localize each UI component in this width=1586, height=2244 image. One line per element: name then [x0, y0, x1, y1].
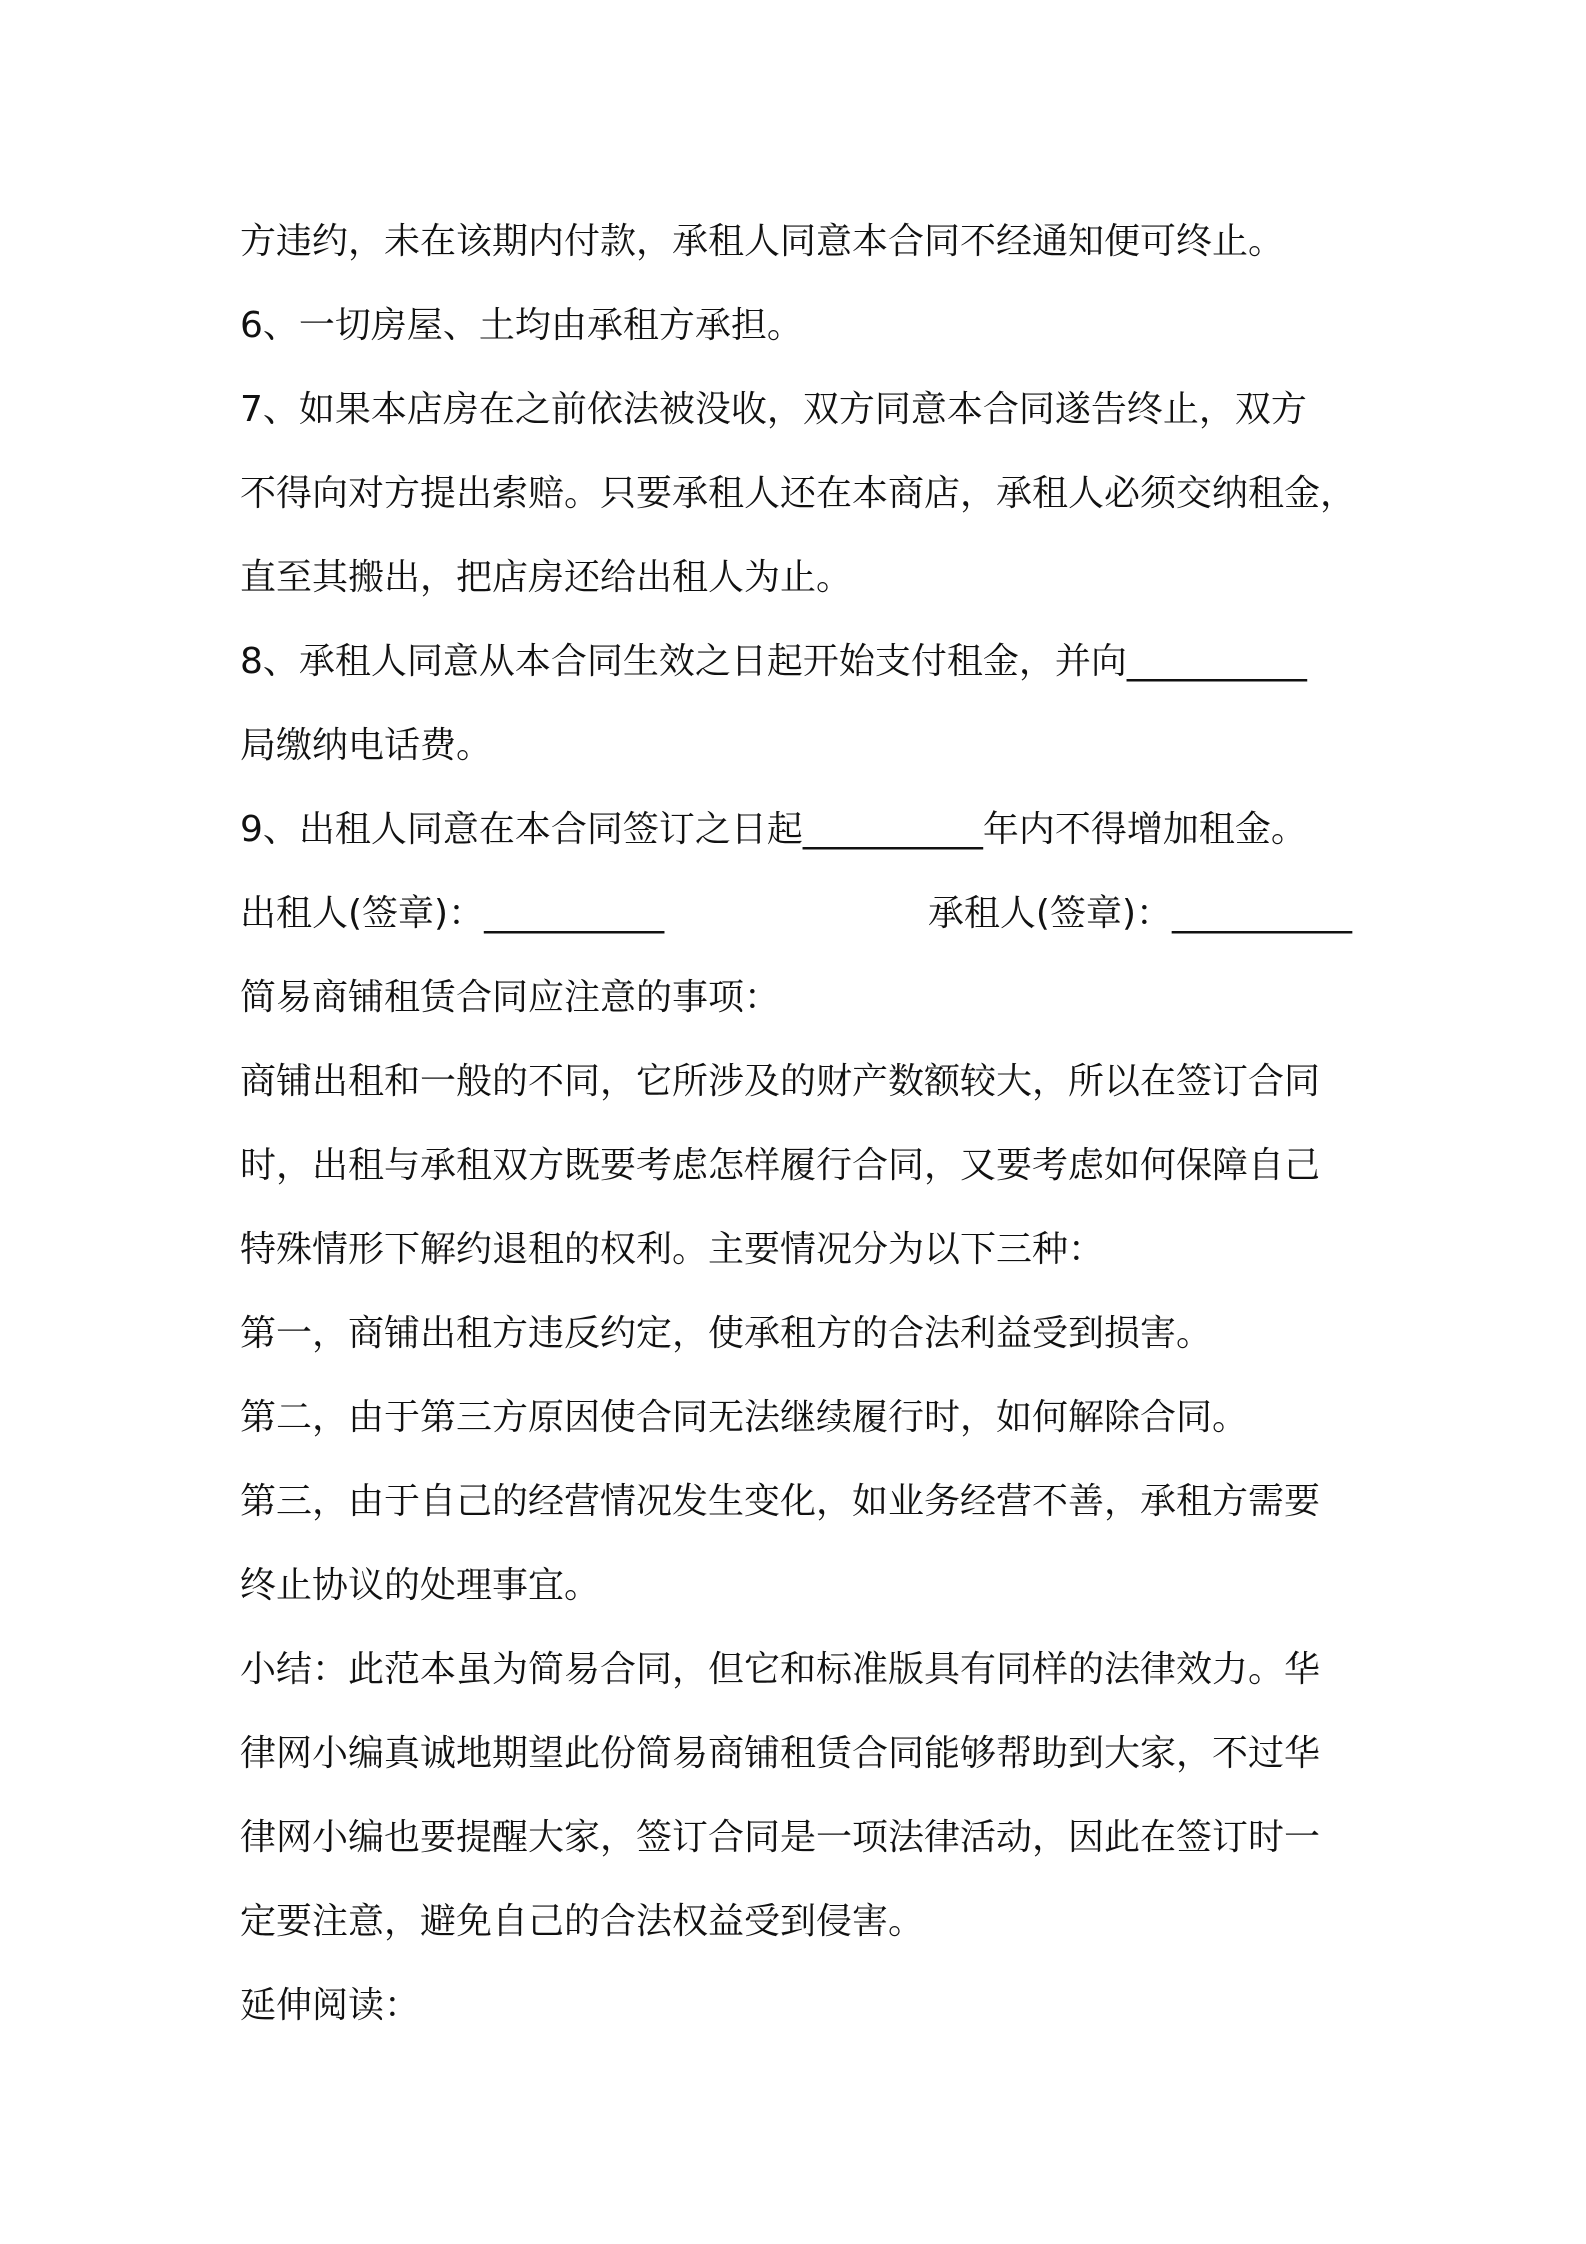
- notes-line: 终止协议的处理事宜。: [240, 1565, 601, 1606]
- notes-line: 特殊情形下解约退租的权利。主要情况分为以下三种：: [240, 1229, 1105, 1270]
- notes-line: 第三，由于自己的经营情况发生变化，如业务经营不善，承租方需要: [240, 1481, 1321, 1522]
- clause-line: 直至其搬出，把店房还给出租人为止。: [240, 557, 853, 598]
- summary-line: 定要注意，避免自己的合法权益受到侵害。: [240, 1901, 925, 1942]
- clause-line: 8、承租人同意从本合同生效之日起开始支付租金，并向__________: [240, 641, 1307, 682]
- clause-line: 9、出租人同意在本合同签订之日起__________年内不得增加租金。: [240, 809, 1307, 850]
- lessee-signature: 承租人(签章)：__________: [927, 893, 1352, 934]
- clause-line: 不得向对方提出索赔。只要承租人还在本商店，承租人必须交纳租金，: [240, 473, 1357, 514]
- clause-line: 6、一切房屋、土均由承租方承担。: [240, 305, 803, 346]
- signature-row: [240, 872, 1352, 956]
- notes-line: 商铺出租和一般的不同，它所涉及的财产数额较大，所以在签订合同: [240, 1061, 1321, 1102]
- further-reading-heading: 延伸阅读：: [240, 1985, 421, 2026]
- document-body: [240, 200, 1357, 2048]
- summary-line: 律网小编也要提醒大家，签订合同是一项法律活动，因此在签订时一: [240, 1817, 1321, 1858]
- summary-line: 小结：此范本虽为简易合同，但它和标准版具有同样的法律效力。华: [240, 1649, 1321, 1690]
- clause-line: 7、如果本店房在之前依法被没收，双方同意本合同遂告终止，双方: [240, 389, 1307, 430]
- notes-line: 第一，商铺出租方违反约定，使承租方的合法利益受到损害。: [240, 1313, 1213, 1354]
- clause-line: 方违约，未在该期内付款，承租人同意本合同不经通知便可终止。: [240, 221, 1285, 262]
- clause-line: 局缴纳电话费。: [240, 725, 493, 766]
- notes-line: 第二，由于第三方原因使合同无法继续履行时，如何解除合同。: [240, 1397, 1249, 1438]
- notes-heading: 简易商铺租赁合同应注意的事项：: [240, 977, 781, 1018]
- lessor-signature: 出租人(签章)：__________: [240, 893, 665, 934]
- notes-line: 时，出租与承租双方既要考虑怎样履行合同，又要考虑如何保障自己: [240, 1145, 1321, 1186]
- summary-line: 律网小编真诚地期望此份简易商铺租赁合同能够帮助到大家，不过华: [240, 1733, 1321, 1774]
